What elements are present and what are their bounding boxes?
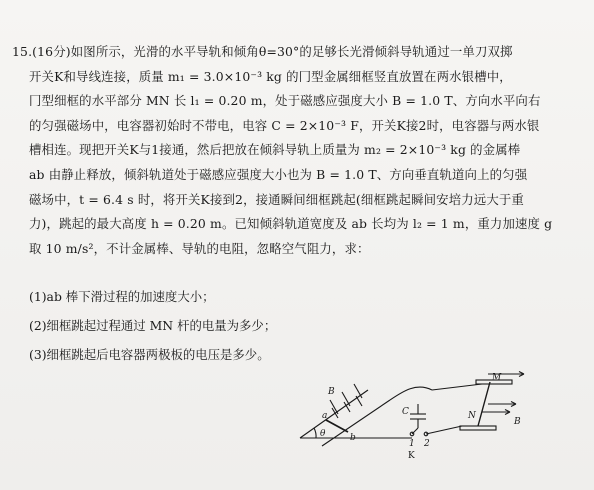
- question-line-3: 冂型细框的水平部分 MN 长 l₁ = 0.20 m，处于磁感应强度大小 B = 1.0 T、方向水平向右: [29, 93, 541, 109]
- question-number: 15.: [12, 44, 33, 59]
- question-line-5: 槽相连。现把开关K与1接通，然后把放在倾斜导轨上质量为 m₂ = 2×10⁻³ kg 的金属棒: [29, 142, 521, 158]
- wire-to-tank-upper: [432, 384, 482, 390]
- question-line-1: [12, 40, 574, 65]
- field-arrow-2: [354, 384, 362, 398]
- incline-rail-lower: [300, 390, 368, 438]
- mercury-tank-lower: [460, 426, 496, 430]
- question-line-4: 的匀强磁场中，电容器初始时不带电，电容 C = 2×10⁻³ F，开关K接2时，电容器与两水银: [29, 117, 540, 133]
- label-theta: θ: [320, 429, 326, 439]
- label-n: N: [468, 411, 476, 421]
- question-text-1: 如图所示，光滑的水平导轨和倾角θ=30°的足够长光滑倾斜导轨通过一单刀双掷: [70, 44, 513, 59]
- part-2: (2)细框跳起过程通过 MN 杆的电量为多少；: [29, 318, 277, 333]
- label-b-field-right: B: [514, 417, 521, 427]
- field-arrow-1: [342, 392, 350, 406]
- question-line-7: 磁场中，t = 6.4 s 时，将开关K接到2，接通瞬间细框跳起(细框跳起瞬间安培力远大于重: [29, 191, 524, 207]
- switch-lever: [412, 428, 418, 434]
- label-b-field-left: B: [328, 387, 335, 397]
- label-c: C: [402, 407, 409, 417]
- label-1: 1: [409, 439, 415, 449]
- part-1: (1)ab 棒下滑过程的加速度大小；: [29, 289, 215, 304]
- question-line-2: 开关K和导线连接，质量 m₁ = 3.0×10⁻³ kg 的冂型金属细框竖直放置在两水银槽中，: [29, 68, 512, 84]
- question-15: [12, 40, 574, 261]
- label-m: M: [492, 373, 502, 383]
- question-score: (16分): [32, 44, 71, 59]
- part-3: (3)细框跳起后电容器两极板的电压是多少。: [29, 347, 270, 362]
- circuit-diagram: [292, 368, 532, 468]
- label-k: K: [408, 451, 415, 461]
- label-b: b: [350, 433, 356, 443]
- wire-to-tank-lower: [426, 426, 462, 434]
- label-2: 2: [424, 439, 430, 449]
- question-line-6: ab 由静止释放，倾斜轨道处于磁感应强度大小也为 B = 1.0 T、方向垂直轨道向上的匀强: [29, 166, 528, 182]
- wire-top: [390, 387, 432, 400]
- label-a: a: [322, 411, 328, 421]
- question-line-8: 力)，跳起的最大高度 h = 0.20 m。已知倾斜轨道宽度及 ab 长均为 l₂ = 1 m，重力加速度 g: [29, 216, 553, 232]
- angle-arc: [314, 428, 316, 438]
- question-line-9: 取 10 m/s²，不计金属棒、导轨的电阻，忽略空气阻力，求：: [29, 240, 370, 256]
- rod-ab: [326, 420, 348, 432]
